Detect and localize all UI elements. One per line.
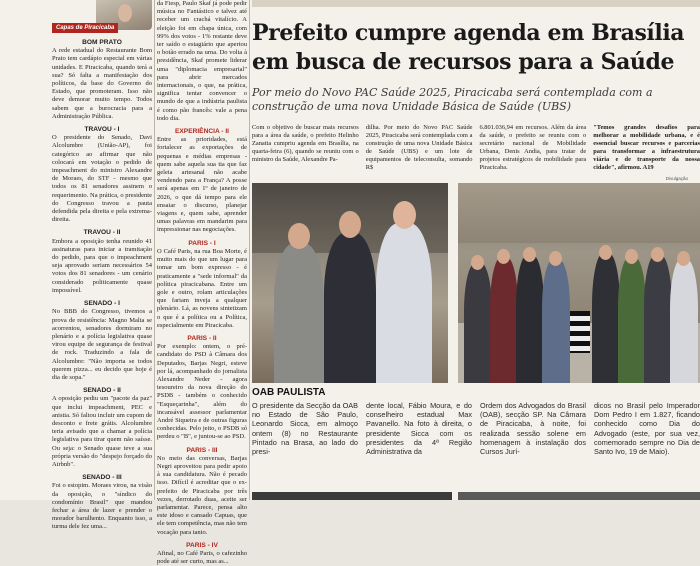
section-head: PARIS - I [188,239,216,247]
next-photo-strip [458,492,700,500]
section-text: Embora a oposição tenha reunido 41 assinaturas para iniciar a tramitação do pedido, para que o impeachment seja aprovado seriam necessários 54 votos dos 81 senadores - um cenário considerado politicamente quase impossível. [52,237,152,294]
person-head [288,223,310,249]
section-head: TRAVOU - II [83,229,121,237]
section-text: Afinal, no Café Paris, o cafezinho pode até ser curto, mas as... [157,550,247,566]
section-text: A oposição pediu um "pacote da paz" que inclui impeachment, PEC e anistia. Só faltou incluir um cupom de desconto e frete grátis. Alcolumbre teria avisado que a chamar a polícia legislativa para tirar quem não saísse. Ou seja: o Senado quase teve a sua própria versão do "despejo forçado do Airbnb". [52,395,152,468]
story-body-column: "Temos grandes desafios para melhorar a mobilidade urbana, e é essencial buscar recursos e parcerias para transformar a infraestrutura viária e de transporte da nossa cidade", afirmou. A19 [593,124,700,171]
person-head [651,247,664,262]
section-text: Foi o estopim. Moraes virou, na visão da oposição, o "síndico do condomínio Brasil" que mandou fechar a área de lazer e prender o morador barulhento. Enquanto isso, a turma dele fez uma... [52,482,152,531]
photo-group [458,183,700,383]
section-text: da Fiesp, Paulo Skaf já pode pedir música no Fantástico e talvez até receber um crachá vitalício. A eleição foi em chapa única, com 99% dos votos - 1% restante deve ter saído o estagiário que apertou o botão errado na urna. Do volta à presidência, Skaf promete liderar uma "diplomacia empresarial" para abrir mercados internacionais, o que, na prática, significa tentar convencer o mundo de que a indústria paulista é como pão francês: vale a pena todo dia. [157,0,247,122]
headline: Prefeito cumpre agenda em Brasília em busca de recursos para a Saúde [252,20,685,75]
section-head: SENADO - I [84,300,120,308]
caption-column: dente local, Fábio Moura, e do conselheiro estadual Max Pavanello. Na foto à direita, o presidente Sicca com os presidentes da 4ª Região Administrativa da [366,401,472,457]
person-head [471,255,484,270]
left-column [52,0,152,531]
columnist-tag: Capas de Piracicaba [52,23,118,33]
next-photo-strip [252,492,452,500]
person-figure [670,259,698,383]
caption-column: O presidente da Secção da OAB no Estado de São Paulo, Leonardo Sicca, em almoço ontem (8) no Restaurante Pintado na Brasa, ao lado do presi- [252,401,358,457]
photo-three-men [252,183,448,383]
person-figure [464,263,492,383]
photo-credit: Divulgação [665,176,688,181]
story-body [252,124,700,178]
person-head [625,249,638,264]
person-figure [516,255,544,383]
person-figure [542,259,570,383]
photo-caption [252,401,700,485]
section-head: PARIS - III [186,446,218,454]
person-head [339,211,361,238]
person-figure [376,223,432,383]
top-strip [252,0,700,7]
person-head [523,247,536,262]
column-divider [154,0,155,500]
section-head: SENADO - III [82,474,122,482]
section-text: O presidente do Senado, Davi Alcolumbre (União-AP), foi categórico ao afirmar que não colocará em votação o pedido de impeachment do ministro Alexandre de Moraes, do STF - mesmo que todos os 81 senadores assinem o requerimento. Na prática, o presidente do Congresso travou a pauta defendida pela direita e pela extrema-direita. [52,134,152,224]
section-text: No BBB do Congresso, tivemos a prova de resistência: Magno Malta se acorrentou, senadores dormiram no plenário e a polícia legislativa quase virou equipe de segurança de festival de rock. Traduzindo a fala de Alcolumbre: "Não importa se todos querem pizza... eu decido que hoje é dia de sopa." [52,308,152,381]
person-figure [274,243,324,383]
section-head: PARIS - IV [186,541,218,549]
section-text: Por exemplo: ontem, o pré-candidato do PSD à Câmara dos Deputados, Barjas Negri, esteve por lá, acompanhado do jornalista Alexandre Neder - agora tesoureiro da nova direção do PSDB - também o conhecido "Esqueçarinha", além do incansável assessor parlamentar André Siqueira e de outras figuras conhecidas. Pelo jeito, o PSDB só perdeu o "B", e juntou-se ao PSD. [157,343,247,441]
section-head: PARIS - II [187,334,217,342]
section-head: TRAVOU - I [84,126,120,134]
column-divider [249,0,250,500]
person-head [393,201,416,229]
person-figure [490,257,518,383]
story-body-column: 6.801.036,94 em recursos. Além da área da saúde, o prefeito se reuniu com o secretário nacional de Mobilidade Urbana, Denis Andia, para tratar de projetos estratégicos de mobilidade para Piracicaba. [479,124,587,171]
person-figure [644,255,672,383]
story-body-column: dilha. Por meio do Novo PAC Saúde 2025, Piracicaba será contemplada com a construção de uma nova Unidade Básica de Saúde (UBS) e um lote de equipamentos de teleconsulta, somando R$ [365,124,473,171]
person-head [497,249,510,264]
section-text: A rede estadual do Restaurante Bom Prato tem cardápio especial em várias unidades. E Piracicaba, quando terá a sua? Só falta a manifestação dos políticos, da base do Governo do Estado, que promoteram. Isso não deve demorar muito tempo. Todos sabem que a burocracia para a Administração Pública. [52,47,152,120]
person-head [599,245,612,260]
columnist-header [52,0,152,34]
section-text: No meio das conversas, Barjas Negri aproveitou para pedir apoio à sua candidatura. Não é pecado isso. Difícil é acreditar que o ex-prefeito de Piracicaba por três vezes, derrotado duas, aceite ser parlamentar. Parece, pensa alto este idoso e cansado Capuas, que ele tem competência, mas não tem vocação para tanto. [157,454,247,536]
story-body-column: Com o objetivo de buscar mais recursos para a área da saúde, o prefeito Helinho Zanatta cumpriu agenda em Brasília, na quarta-feira (6), quando se reuniu com o ministro da Saúde, Alexandre Pa- [252,124,359,163]
caption-column: Ordem dos Advogados do Brasil (OAB), secção SP. Na Câmara de Piracicaba, à noite, foi realizada sessão solene em homenagem à instalação dos Cursos Jurí- [480,401,586,457]
person-figure [618,257,646,383]
person-head [549,251,562,266]
section-text: O Café Paris, na rua Boa Morte, é muito mais do que um lugar para tomar um bom expresso - é praticamente a "sede informal" da política piracicabana. Entre um gole e outro, rolam articulações que fariam inveja a qualquer plenário. Lá, as novens sintetizam o que é a política ou a Política, especialmente em Piracicaba. [157,247,247,329]
section-head: EXPERIÊNCIA - II [175,128,229,136]
subhead: Por meio do Novo PAC Saúde 2025, Piracicaba será contemplada com a construção de uma nova Unidade Básica de Saúde (UBS) [252,86,653,113]
flag [570,311,590,353]
section-text: Entre as prioridades, está fortalecer as exportações de pequenas e médias empresas - quem sabe aquela sua tia que faz geleia artesanal não acabe vendendo para a França? A posse será apenas em 1º de janeiro de 2026, o que dá tempo para ele ensaiar o discurso, planejar viagens e, quem sabe, aprender umas palavras em mandarim para impressionar nas negociações. [157,136,247,234]
caption-column: dicos no Brasil pelo Imperador Dom Pedro I em 1.827, ficando conhecido como Dia do Advogado (este, por sua vez, comemorado sempre no Dia de Santo Ivo, 19 de Maio). [594,401,700,457]
caption-title: OAB PAULISTA [252,387,326,398]
middle-column [157,0,247,566]
main-story [252,0,700,500]
person-figure [324,233,376,383]
person-head [677,251,690,266]
section-head: BOM PRATO [82,39,122,46]
person-figure [592,253,620,383]
section-head: SENADO - II [83,387,121,395]
